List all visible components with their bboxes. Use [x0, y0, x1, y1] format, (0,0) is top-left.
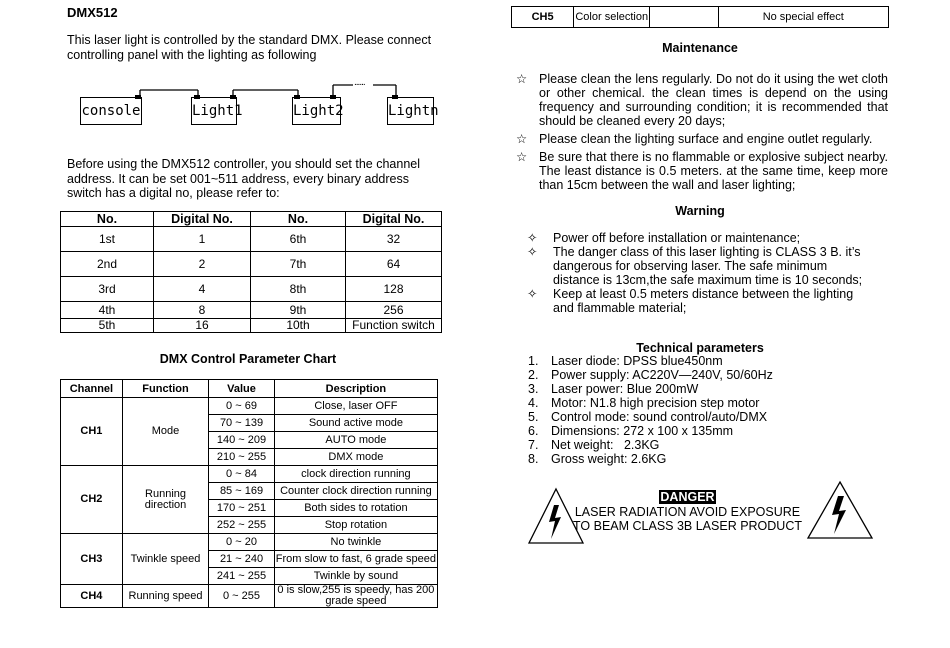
list-item: 8. Gross weight: 2.6KG — [528, 452, 667, 466]
table-cell: 16 — [154, 319, 251, 333]
description-cell: Both sides to rotation — [274, 500, 437, 517]
table-cell: 9th — [251, 302, 346, 319]
channel-cell: CH5 — [512, 7, 574, 28]
value-cell: 21 ~ 240 — [209, 551, 275, 568]
list-item: 5. Control mode: sound control/auto/DMX — [528, 410, 768, 424]
dmx-parameter-table — [60, 379, 438, 608]
list-item-text: Power supply: AC220V—240V, 50/60Hz — [551, 368, 773, 382]
description-cell: No special effect — [718, 7, 888, 28]
star-outline-icon: ☆ — [516, 72, 528, 86]
list-item-text: Control mode: sound control/auto/DMX — [551, 410, 768, 424]
dmx-table-header — [61, 380, 438, 398]
function-cell: Mode — [122, 398, 208, 466]
light1-box: Light1 — [191, 97, 237, 125]
header-cell: Digital No. — [154, 212, 251, 227]
table-cell: 10th — [251, 319, 346, 333]
description-cell: 0 is slow,255 is speedy, has 200 grade speed — [274, 585, 437, 608]
table-row — [61, 585, 438, 608]
list-item-text: Motor: N1.8 high precision step motor — [551, 396, 760, 410]
channel-cell: CH1 — [61, 398, 123, 466]
list-item: 7. Net weight: 2.3KG — [528, 438, 660, 452]
function-cell: Color selection — [574, 7, 650, 28]
danger-line-1: LASER RADIATION AVOID EXPOSURE — [574, 504, 801, 519]
list-item-text: The danger class of this laser lighting is CLASS 3 B. it’s dangerous for observing laser. The safe minimum distance is 13cm,the safe maximum time is 10 seconds; — [553, 245, 863, 287]
header-cell: Channel — [61, 380, 123, 398]
description-cell: Close, laser OFF — [274, 398, 437, 415]
diagram-dots: ...... — [354, 77, 365, 88]
header-cell: No. — [61, 212, 154, 227]
header-cell: No. — [251, 212, 346, 227]
value-cell: 0 ~ 255 — [209, 585, 275, 608]
description-cell: AUTO mode — [274, 432, 437, 449]
value-cell: 140 ~ 209 — [209, 432, 275, 449]
list-item — [527, 287, 877, 315]
list-item: 2. Power supply: AC220V—240V, 50/60Hz — [528, 368, 773, 382]
header-cell: Description — [274, 380, 437, 398]
table-cell: 256 — [346, 302, 442, 319]
value-cell: 241 ~ 255 — [209, 568, 275, 585]
description-cell: Counter clock direction running — [274, 483, 437, 500]
table-row — [61, 227, 442, 252]
maintenance-list — [516, 72, 888, 196]
maintenance-heading: Maintenance — [662, 41, 738, 55]
dmx-table-continued — [511, 6, 889, 28]
list-item-text: Be sure that there is no flammable or explosive subject nearby. The least distance is 0.5 meters. at the same time, keep more than 15cm between the wall and laser lighting; — [539, 150, 888, 192]
star-outline-icon: ☆ — [516, 132, 528, 146]
function-cell: Running direction — [122, 466, 208, 534]
description-cell: From slow to fast, 6 grade speed — [274, 551, 437, 568]
table-cell: 8 — [154, 302, 251, 319]
value-cell: 0 ~ 84 — [209, 466, 275, 483]
dmx-chart-title: DMX Control Parameter Chart — [159, 352, 337, 366]
warning-list — [527, 231, 877, 315]
list-item — [516, 132, 888, 146]
value-cell: 0 ~ 20 — [209, 534, 275, 551]
list-item-text: Please clean the lens regularly. Do not do it using the wet cloth or other chemical. the clean times is depend on the using frequency and surrounding condition; it is recommended that should be cleaned every 20 days; — [539, 72, 888, 128]
table-cell: 6th — [251, 227, 346, 252]
intro-paragraph: This laser light is controlled by the standard DMX. Please connect controlling panel with the lighting as following — [67, 33, 432, 62]
table-row — [61, 302, 442, 319]
console-box: console — [80, 97, 142, 125]
table-cell: 1 — [154, 227, 251, 252]
table-row — [61, 319, 442, 333]
list-item-text: Net weight: 2.3KG — [551, 438, 660, 452]
list-item-text: Power off before installation or maintenance; — [553, 231, 801, 245]
value-cell: 85 ~ 169 — [209, 483, 275, 500]
list-item — [527, 245, 877, 287]
address-table — [60, 211, 442, 333]
value-cell: 210 ~ 255 — [209, 449, 275, 466]
list-item-text: Dimensions: 272 x 100 x 135mm — [551, 424, 734, 438]
list-item: 6. Dimensions: 272 x 100 x 135mm — [528, 424, 734, 438]
table-row — [61, 277, 442, 302]
star-outline-icon: ☆ — [516, 150, 528, 164]
description-cell: Twinkle by sound — [274, 568, 437, 585]
table-cell: 1st — [61, 227, 154, 252]
table-cell: 5th — [61, 319, 154, 333]
table-cell: 64 — [346, 252, 442, 277]
table-cell: 3rd — [61, 277, 154, 302]
warning-heading: Warning — [675, 204, 725, 218]
header-cell: Digital No. — [346, 212, 442, 227]
danger-label: DANGER — [660, 490, 715, 504]
table-row — [512, 7, 889, 28]
address-paragraph: Before using the DMX512 controller, you should set the channel address. It can be set 001~511 address, every binary address switch has a digital no, please refer to: — [67, 157, 420, 200]
list-item-text: Please clean the lighting surface and engine outlet regularly. — [539, 132, 873, 146]
channel-cell: CH2 — [61, 466, 123, 534]
list-item-text: Keep at least 0.5 meters distance between the lighting and flammable material; — [553, 287, 854, 315]
table-cell: 4th — [61, 302, 154, 319]
function-cell: Running speed — [122, 585, 208, 608]
header-cell: Function — [122, 380, 208, 398]
table-cell: 7th — [251, 252, 346, 277]
page-title: DMX512 — [67, 5, 118, 20]
channel-cell: CH4 — [61, 585, 123, 608]
header-cell: Value — [209, 380, 275, 398]
list-item-text: Laser diode: DPSS blue450nm — [551, 354, 723, 368]
table-cell: 2 — [154, 252, 251, 277]
four-point-star-icon: ✧ — [527, 287, 538, 301]
description-cell: Stop rotation — [274, 517, 437, 534]
list-item — [527, 231, 877, 245]
list-item — [516, 72, 888, 128]
list-item: 1. Laser diode: DPSS blue450nm — [528, 354, 723, 368]
list-item — [516, 150, 888, 192]
table-row — [61, 466, 438, 483]
value-cell: 0 ~ 69 — [209, 398, 275, 415]
four-point-star-icon: ✧ — [527, 231, 538, 245]
table-row — [61, 398, 438, 415]
value-cell — [650, 7, 718, 28]
table-cell: 128 — [346, 277, 442, 302]
table-cell: 2nd — [61, 252, 154, 277]
description-cell: DMX mode — [274, 449, 437, 466]
lightn-box: Lightn — [387, 97, 434, 125]
table-row — [61, 252, 442, 277]
connection-diagram — [78, 78, 438, 130]
table-row — [61, 534, 438, 551]
technical-heading: Technical parameters — [636, 341, 764, 355]
list-item-text: Gross weight: 2.6KG — [551, 452, 667, 466]
list-item: 3. Laser power: Blue 200mW — [528, 382, 699, 396]
table-cell: 32 — [346, 227, 442, 252]
table-cell: 8th — [251, 277, 346, 302]
address-table-header — [61, 212, 442, 227]
four-point-star-icon: ✧ — [527, 245, 538, 259]
list-item-text: Laser power: Blue 200mW — [551, 382, 699, 396]
light2-box: Light2 — [292, 97, 341, 125]
value-cell: 70 ~ 139 — [209, 415, 275, 432]
description-cell: No twinkle — [274, 534, 437, 551]
description-cell: clock direction running — [274, 466, 437, 483]
danger-notice — [570, 490, 805, 534]
table-cell: 4 — [154, 277, 251, 302]
function-cell: Twinkle speed — [122, 534, 208, 585]
technical-list — [528, 354, 888, 466]
high-voltage-warning-icon — [806, 480, 874, 540]
value-cell: 170 ~ 251 — [209, 500, 275, 517]
value-cell: 252 ~ 255 — [209, 517, 275, 534]
table-cell: Function switch — [346, 319, 442, 333]
list-item: 4. Motor: N1.8 high precision step motor — [528, 396, 760, 410]
description-cell: Sound active mode — [274, 415, 437, 432]
danger-line-2: TO BEAM CLASS 3B LASER PRODUCT — [573, 519, 802, 533]
channel-cell: CH3 — [61, 534, 123, 585]
